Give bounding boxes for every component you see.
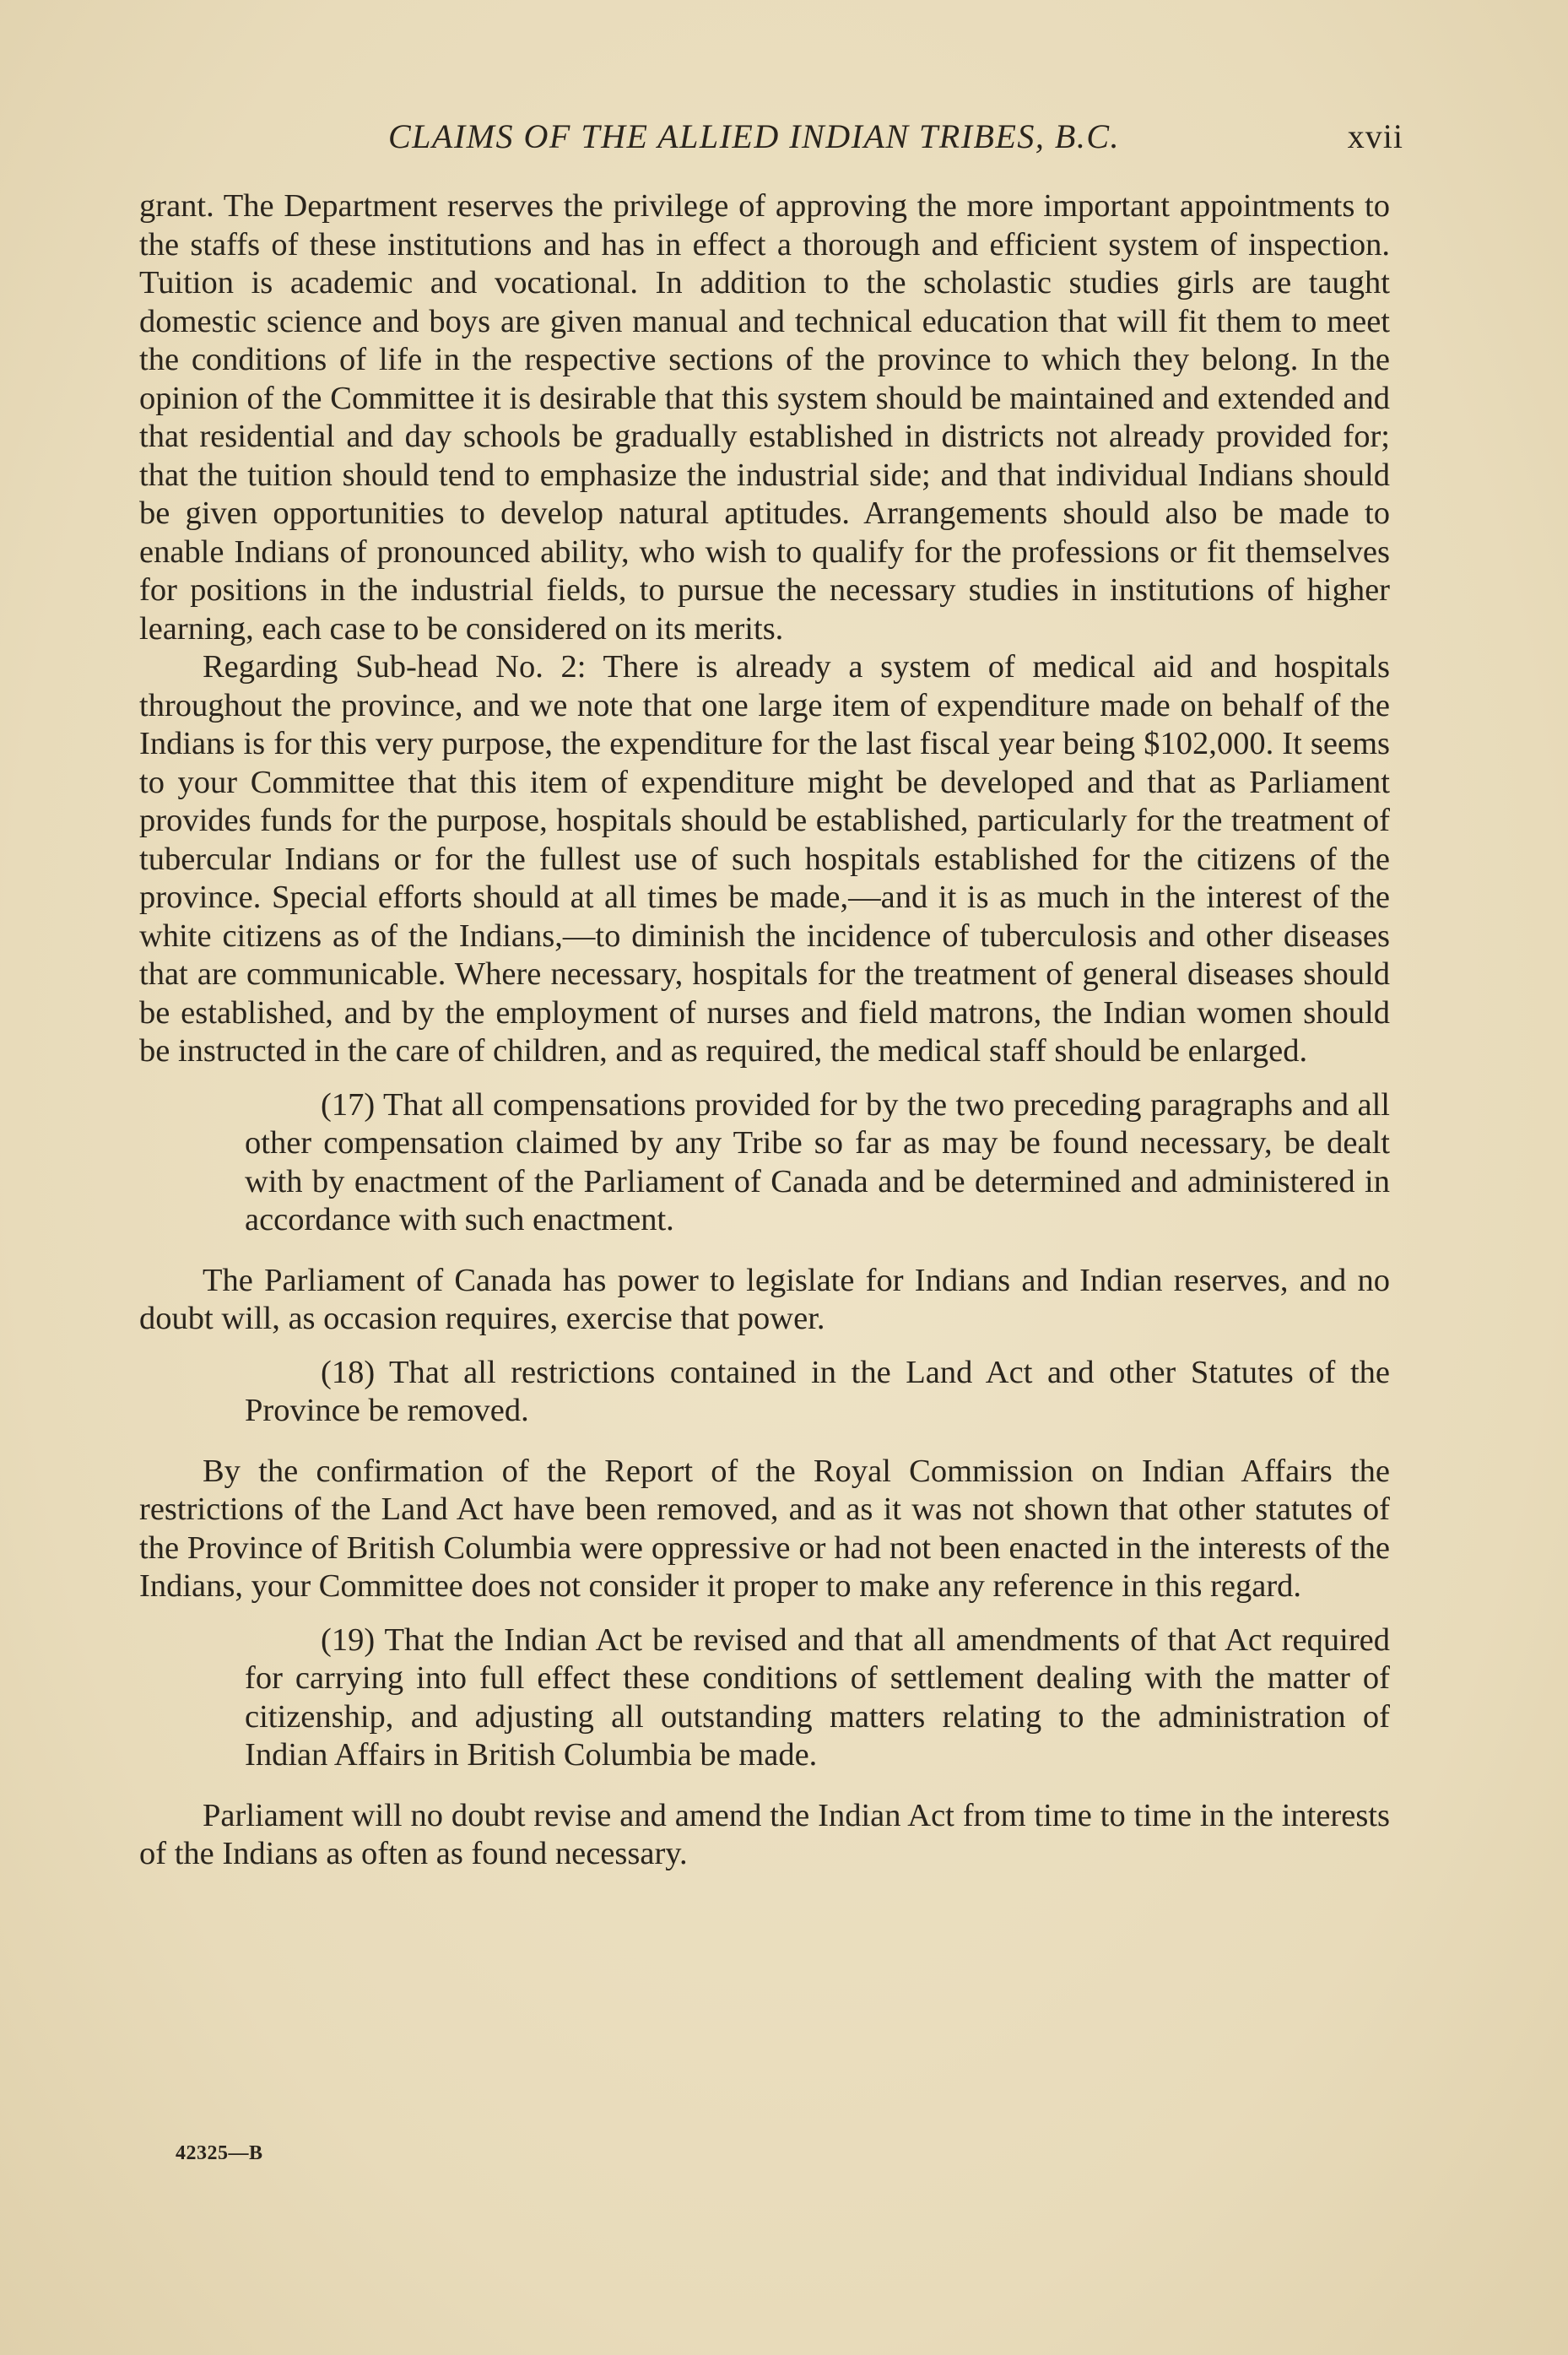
clause-19: (19) That the Indian Act be revised and that all amendments of that Act required for carrying into full effect these conditions of settlement dealing with the matter of citizenship, and adjusting all outstanding matters relating to the administration of Indian Affairs in British Columbia be made. (245, 1621, 1390, 1773)
paragraph-continued: grant. The Department reserves the privilege of approving the more important appointments to the staffs of these institutions and has in effect a thorough and efficient system of inspection. Tuition is academic and vocational. In addition to the scholastic studies girls are taught domestic science and boys are given manual and technical education that will fit them to meet the conditions of life in the respective sections of the province to which they belong. In the opinion of the Committee it is desirable that this system should be maintained and extended and that residential and day schools be gradually established in districts not already provided for; that the tuition should tend to emphasize the industrial side; and that individual Indians should be given opportunities to develop natural aptitudes. Arrangements should also be made to enable Indians of pronounced ability, who wish to qualify for the professions or fit themselves for positions in the industrial fields, to pursue the necessary studies in institutions of higher learning, each case to be considered on its merits. (139, 188, 1390, 647)
paragraph-medical-aid: Regarding Sub-head No. 2: There is already a system of medical aid and hospitals throughout the province, and we note that one large item of expenditure made on behalf of the Indians is for this very purpose, the expenditure for the last fiscal year being $102,000. It seems to your Committee that this item of expenditure might be developed and that as Parliament provides funds for the purpose, hospitals should be established, particularly for the treatment of tubercular Indians or for the fullest use of such hospitals established for the citizens of the province. Special efforts should at all times be made,—and it is as much in the interest of the white citizens as of the Indians,—to diminish the incidence of tuberculosis and other diseases that are communicable. Where necessary, hospitals for the treatment of general diseases should be established, and by the employment of nurses and field matrons, the Indian women should be instructed in the care of children, and as required, the medical staff should be enlarged. (139, 649, 1390, 1069)
clause-18: (18) That all restrictions contained in the Land Act and other Statutes of the Province be removed. (245, 1354, 1390, 1428)
running-head: CLAIMS OF THE ALLIED INDIAN TRIBES, B.C. (388, 117, 1121, 155)
page-number: xvii (1347, 117, 1403, 155)
signature-mark: 42325—B (176, 2142, 263, 2164)
paragraph-royal-commission: By the confirmation of the Report of the Royal Commission on Indian Affairs the restrictions of the Land Act have been removed, and as it was not shown that other statutes of the Province of British Columbia were oppressive or had not been enacted in the interests of the Indians, your Committee does not consider it proper to make any reference in this regard. (139, 1453, 1390, 1604)
paragraph-indian-act: Parliament will no doubt revise and amend the Indian Act from time to time in the interests of the Indians as often as found necessary. (139, 1797, 1390, 1871)
paragraph-parliament-power: The Parliament of Canada has power to legislate for Indians and Indian reserves, and no doubt will, as occasion requires, exercise that power. (139, 1262, 1390, 1336)
clause-17: (17) That all compensations provided for by the two preceding paragraphs and all other compensation claimed by any Tribe so far as may be found necessary, be dealt with by enactment of the Parliament of Canada and be determined and administered in accordance with such enactment. (245, 1086, 1390, 1237)
page-header (139, 116, 1403, 159)
page-body (139, 187, 1390, 1874)
